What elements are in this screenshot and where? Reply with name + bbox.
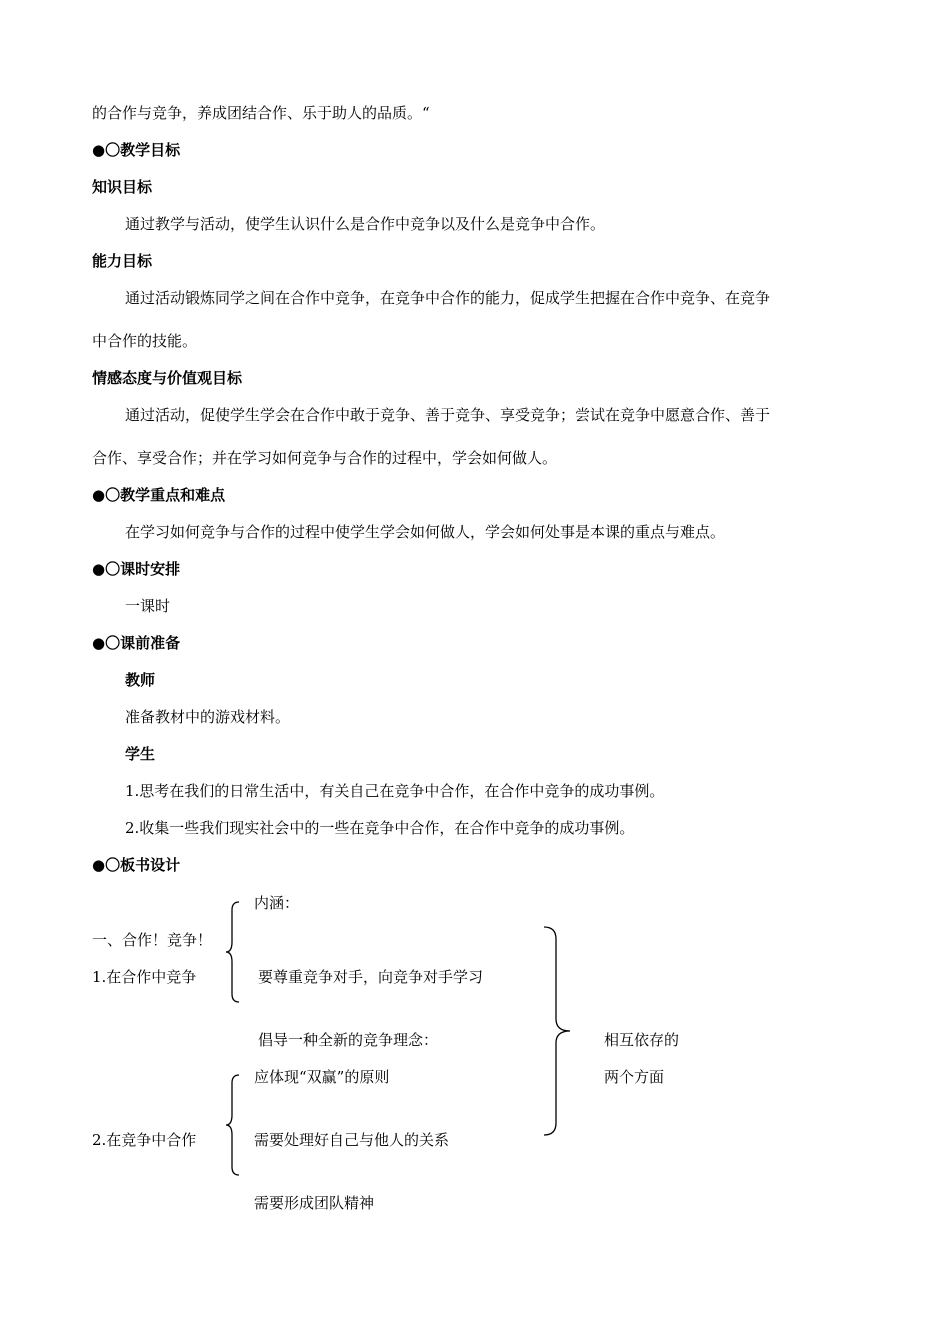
board-sub-1a: 内涵： [254, 894, 300, 912]
left-brace-2 [225, 1073, 245, 1177]
intro-tail-text: 的合作与竞争，养成团结合作、乐于助人的品质。“ [92, 104, 430, 122]
prep-heading: ●〇课前准备 [92, 634, 181, 652]
board-sub-2c: 需要处理好自己与他人的关系 [254, 1131, 450, 1149]
knowledge-heading: 知识目标 [92, 178, 153, 196]
keypoints-text: 在学习如何竞争与合作的过程中使学生学会如何做人，学会如何处事是本课的重点与难点。 [125, 523, 726, 541]
teacher-heading: 教师 [125, 671, 156, 689]
board-heading: ●〇板书设计 [92, 856, 181, 874]
board-sub-2a: 倡导一种全新的竞争理念： [258, 1031, 439, 1049]
ability-heading: 能力目标 [92, 252, 153, 270]
board-right-1: 相互依存的 [604, 1031, 680, 1049]
knowledge-text: 通过教学与活动，使学生认识什么是合作中竞争以及什么是竞争中合作。 [125, 215, 606, 233]
ability-text-line-2: 中合作的技能。 [92, 332, 198, 350]
objectives-heading: ●〇教学目标 [92, 141, 181, 159]
left-brace-1 [225, 900, 245, 1004]
keypoints-heading: ●〇教学重点和难点 [92, 486, 226, 504]
schedule-heading: ●〇课时安排 [92, 560, 181, 578]
student-heading: 学生 [125, 745, 156, 763]
board-sub-1b: 要尊重竞争对手，向竞争对手学习 [258, 968, 484, 986]
board-sub-2d: 需要形成团队精神 [254, 1194, 375, 1212]
emotion-text-line-1: 通过活动，促使学生学会在合作中敢于竞争、善于竞争、享受竞争；尝试在竞争中愿意合作、善于 [125, 406, 771, 424]
board-title: 一、合作！竞争！ [92, 931, 213, 949]
ability-text-line-1: 通过活动锻炼同学之间在合作中竞争，在竞争中合作的能力，促成学生把握在合作中竞争、在竞争 [125, 289, 771, 307]
board-item-1: 1.在合作中竞争 [92, 968, 197, 986]
schedule-text: 一课时 [125, 597, 171, 615]
board-right-2: 两个方面 [604, 1068, 665, 1086]
right-brace [542, 925, 576, 1139]
board-sub-2b: 应体现“双赢”的原则 [254, 1068, 390, 1086]
student-item-2: 2.收集一些我们现实社会中的一些在竞争中合作，在合作中竞争的成功事例。 [125, 819, 635, 837]
teacher-text: 准备教材中的游戏材料。 [125, 708, 291, 726]
board-item-2: 2.在竞争中合作 [92, 1131, 197, 1149]
student-item-1: 1.思考在我们的日常生活中，有关自己在竞争中合作，在合作中竞争的成功事例。 [125, 782, 665, 800]
emotion-text-line-2: 合作、享受合作；并在学习如何竞争与合作的过程中，学会如何做人。 [92, 449, 558, 467]
emotion-heading: 情感态度与价值观目标 [92, 369, 243, 387]
